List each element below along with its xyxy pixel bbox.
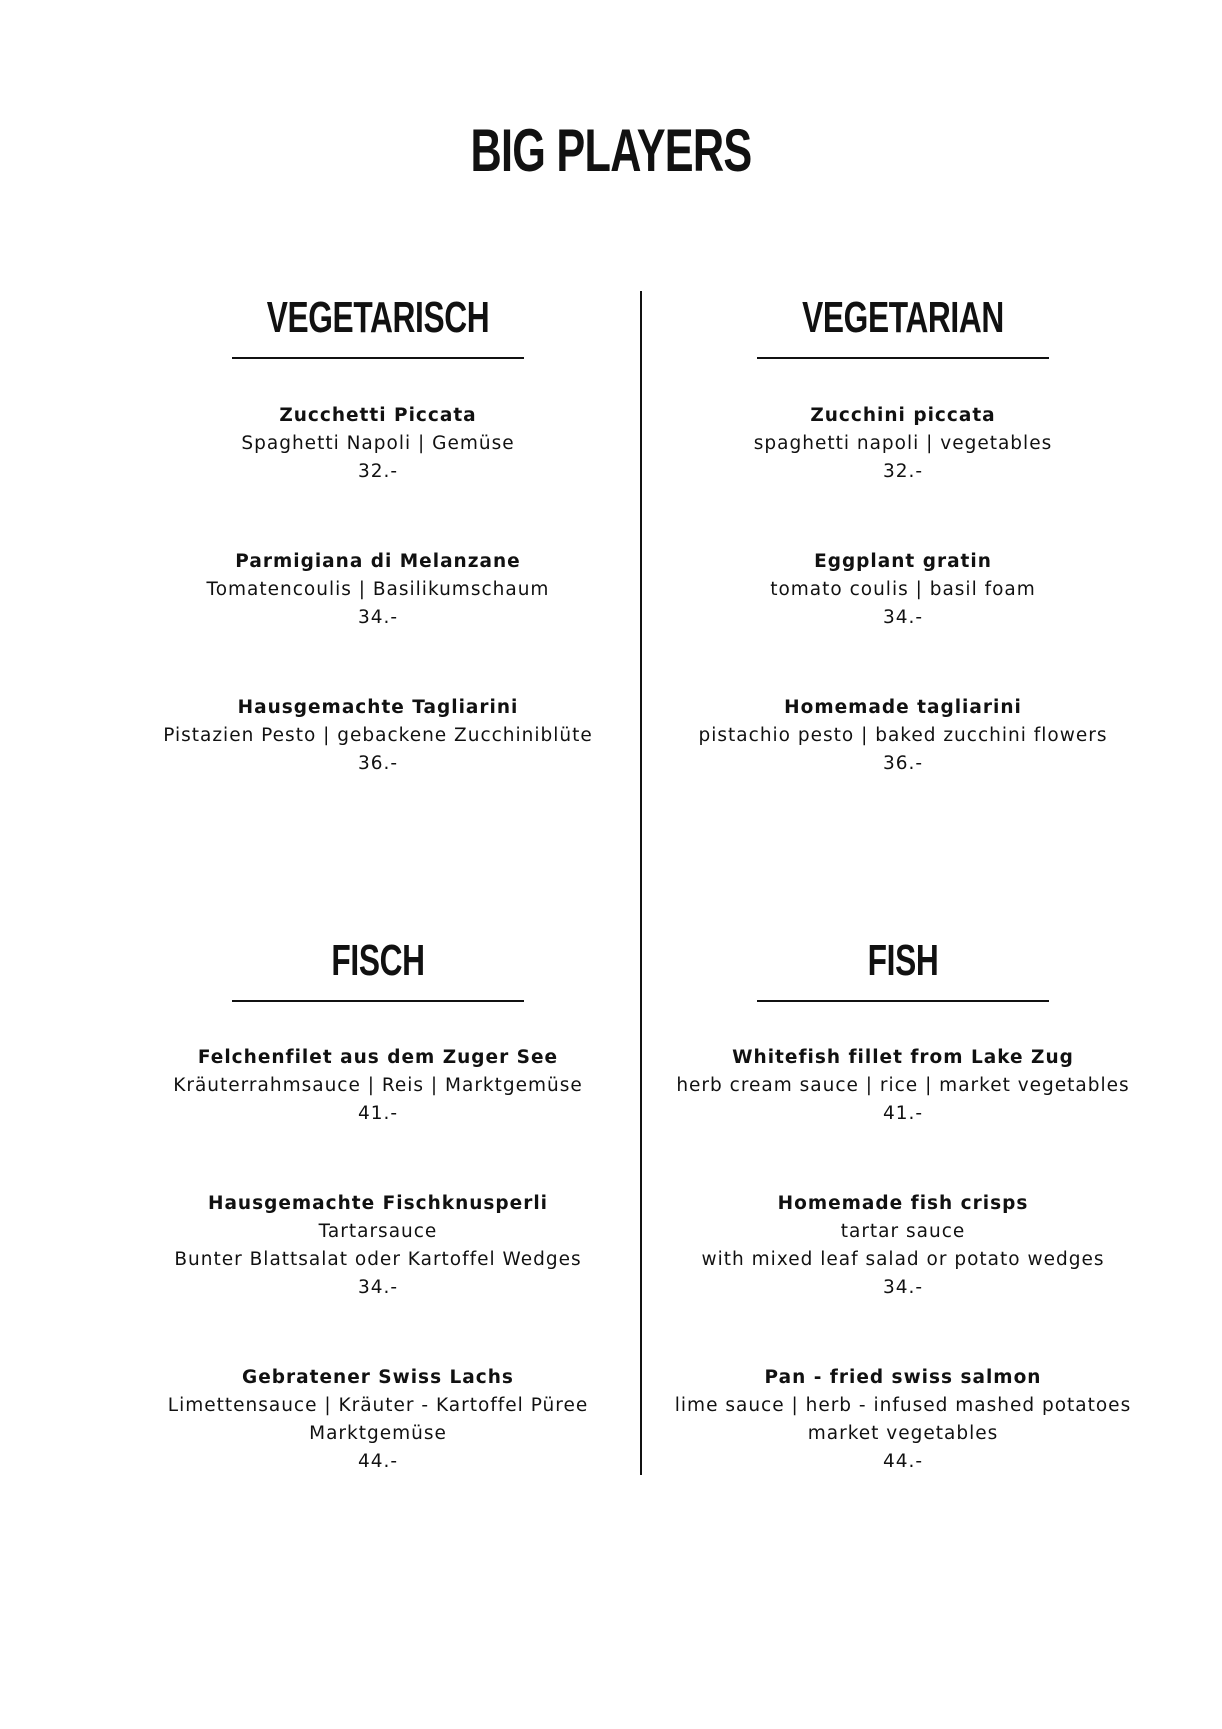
dish-price: 44.- [882,1451,924,1472]
dish-description: Bunter Blattsalat oder Kartoffel Wedges [174,1249,582,1270]
section-heading: VEGETARIAN [802,293,1004,342]
dish-price: 41.- [882,1103,924,1124]
section-fish [643,934,1163,1002]
dish-price: 32.- [357,461,399,482]
dish-name: Felchenfilet aus dem Zuger See [197,1047,559,1068]
dish-description: pistachio pesto | baked zucchini flowers [698,725,1108,746]
dish-name: Zucchini piccata [810,405,996,426]
dish-description: Tartarsauce [318,1221,438,1242]
dish-price: 44.- [357,1451,399,1472]
dish-description: Pistazien Pesto | gebackene Zucchiniblüte [163,725,593,746]
menu-item [643,1364,1163,1476]
dish-price: 32.- [882,461,924,482]
menu-item [643,1044,1163,1128]
heading-rule [232,357,524,359]
section-heading: VEGETARISCH [266,293,490,342]
dish-price: 36.- [357,753,399,774]
dish-description: Limettensauce | Kräuter - Kartoffel Püree [167,1395,589,1416]
menu-item [118,548,638,632]
section-vegetarisch [118,291,638,359]
dish-name: Pan - fried swiss salmon [764,1367,1042,1388]
page-title: BIG PLAYERS [470,117,752,184]
dish-description: Marktgemüse [309,1423,447,1444]
menu-item [118,1044,638,1128]
dish-name: Hausgemachte Tagliarini [237,697,519,718]
dish-description: tartar sauce [840,1221,966,1242]
dish-price: 34.- [882,607,924,628]
menu-item [643,694,1163,778]
dish-price: 36.- [882,753,924,774]
dish-description: Spaghetti Napoli | Gemüse [241,433,515,454]
dish-description: herb cream sauce | rice | market vegetables [676,1075,1130,1096]
dish-name: Zucchetti Piccata [279,405,477,426]
dish-description: Tomatencoulis | Basilikumschaum [206,579,550,600]
menu-item [118,1190,638,1302]
heading-rule [232,1000,524,1002]
menu-item [118,402,638,486]
dish-description: Kräuterrahmsauce | Reis | Marktgemüse [173,1075,583,1096]
dish-name: Gebratener Swiss Lachs [242,1367,514,1388]
heading-rule [757,1000,1049,1002]
dish-description: lime sauce | herb - infused mashed potatoes [674,1395,1132,1416]
menu-item [643,402,1163,486]
dish-price: 34.- [357,1277,399,1298]
menu-item [643,548,1163,632]
dish-description: with mixed leaf salad or potato wedges [701,1249,1105,1270]
menu-item [643,1190,1163,1302]
dish-name: Hausgemachte Fischknusperli [207,1193,549,1214]
dish-description: spaghetti napoli | vegetables [753,433,1053,454]
dish-description: market vegetables [807,1423,999,1444]
section-fisch [118,934,638,1002]
dish-description: tomato coulis | basil foam [770,579,1036,600]
dish-price: 34.- [882,1277,924,1298]
dish-name: Parmigiana di Melanzane [235,551,521,572]
menu-item [118,1364,638,1476]
section-vegetarian [643,291,1163,359]
dish-name: Homemade tagliarini [784,697,1022,718]
section-heading: FISH [867,936,939,985]
dish-price: 34.- [357,607,399,628]
dish-name: Eggplant gratin [814,551,992,572]
column-divider [640,291,642,1475]
dish-name: Homemade fish crisps [777,1193,1029,1214]
section-heading: FISCH [331,936,425,985]
heading-rule [757,357,1049,359]
menu-item [118,694,638,778]
dish-name: Whitefish fillet from Lake Zug [732,1047,1074,1068]
dish-price: 41.- [357,1103,399,1124]
